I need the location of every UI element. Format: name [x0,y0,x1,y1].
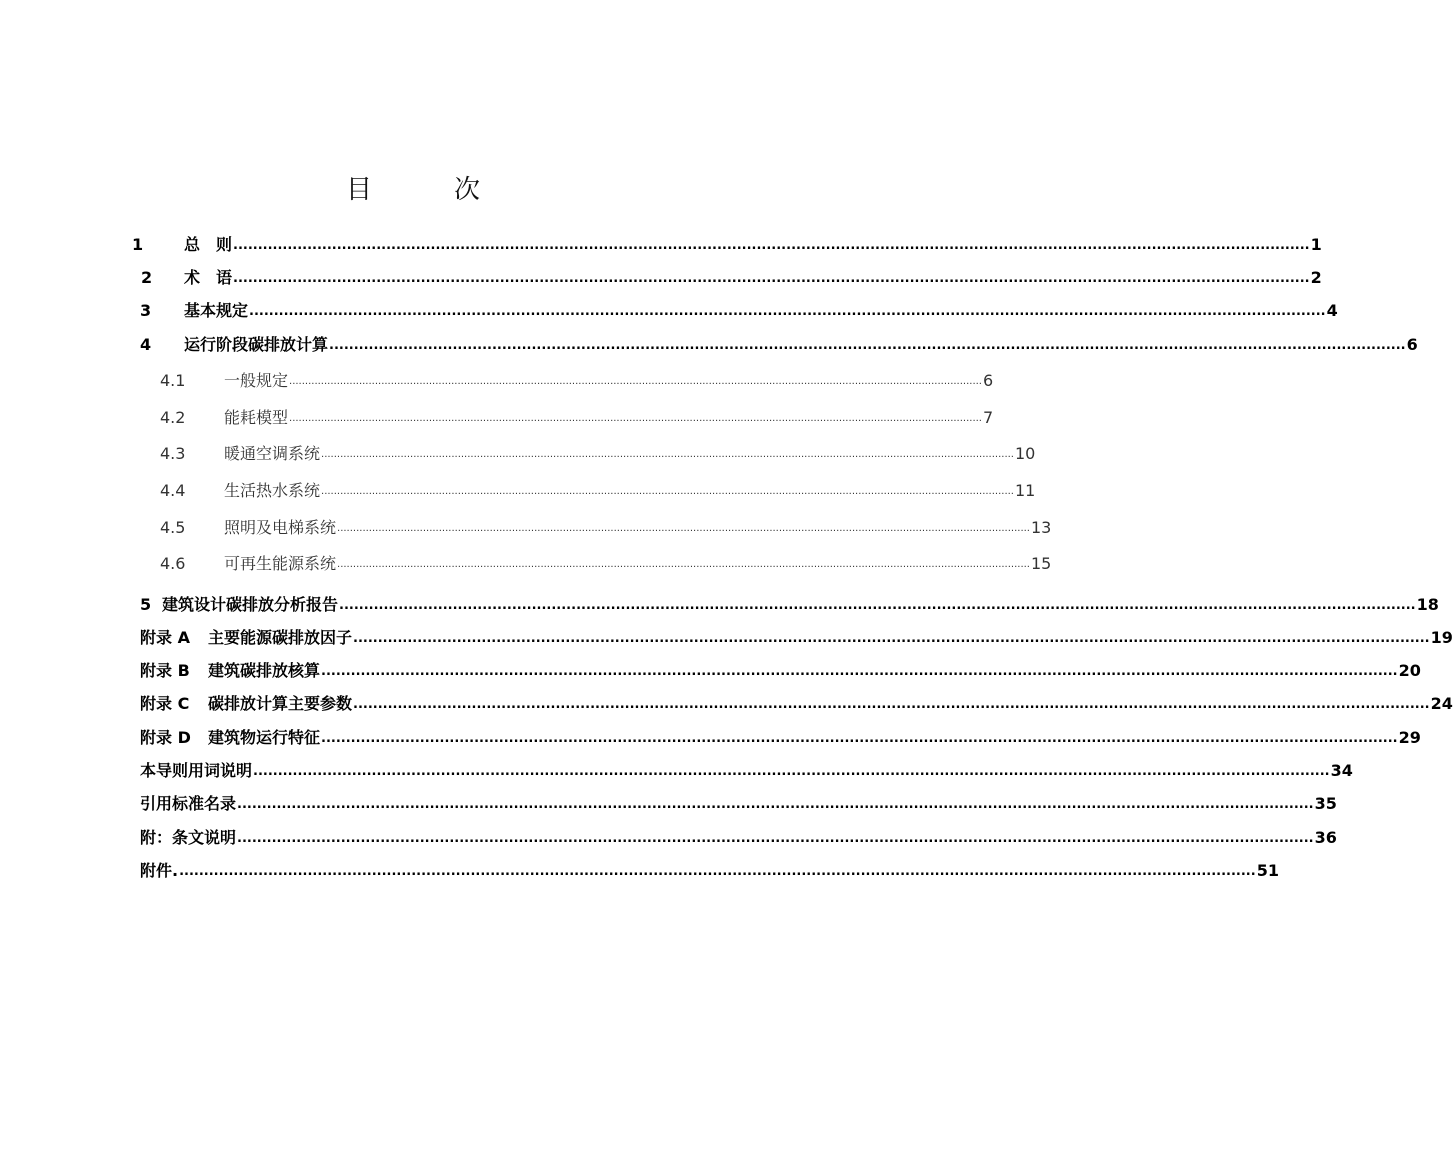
toc-entry-referenced-standards[interactable] [140,789,1337,815]
toc-entry-appendix-c[interactable] [140,689,1453,715]
toc-entry-5[interactable] [140,590,1439,616]
toc-entry-number: 4 [140,335,152,354]
toc-entry-4-3[interactable] [160,439,1036,465]
toc-entry-page: 20 [1398,661,1421,680]
toc-entry-2[interactable] [141,263,1322,289]
toc-entry-appendix-d[interactable] [140,723,1421,749]
toc-entry-page: 36 [1314,828,1337,847]
toc-entry-label: 基本规定 [184,301,249,320]
toc-entry-label: 附：条文说明 [140,828,237,847]
toc-entry-page: 10 [1014,444,1036,463]
dot-leader: .......................................................................................................................................................................................................................... [337,523,1030,534]
toc-entry-4-6[interactable] [160,549,1052,575]
toc-entry-4-5[interactable] [160,513,1052,539]
toc-entry-label: 建筑碳排放核算 [208,661,321,680]
toc-entry-page: 13 [1030,518,1052,537]
dot-leader: .......................................................................................................................................................................................................................... [289,413,982,424]
toc-entry-page: 29 [1398,728,1421,747]
toc-entry-label: 照明及电梯系统 [224,518,337,537]
dot-leader: .......................................................................................................................................................................................................................... [353,631,1430,646]
toc-entry-label: 一般规定 [224,371,289,390]
toc-entry-number: 4.6 [160,554,186,573]
toc-entry-page: 6 [982,371,994,390]
toc-entry-wording-explanation[interactable] [140,756,1353,782]
toc-entry-label: 建筑设计碳排放分析报告 [162,595,339,614]
toc-entry-number: 附录 D [140,728,191,747]
dot-leader: .......................................................................................................................................................................................................................... [321,449,1014,460]
dot-leader: .......................................................................................................................................................................................................................... [337,559,1030,570]
toc-entry-label: 运行阶段碳排放计算 [184,335,329,354]
toc-entry-label: 生活热水系统 [224,481,321,500]
toc-entry-4[interactable] [140,330,1418,356]
toc-entry-number: 4.5 [160,518,186,537]
toc-entry-page: 7 [982,408,994,427]
toc-entry-appendix-a[interactable] [140,623,1453,649]
dot-leader: .......................................................................................................................................................................................................................... [253,764,1330,779]
toc-entry-number: 附录 A [140,628,190,647]
toc-entry-label: 附件. [140,861,179,880]
toc-entry-4-4[interactable] [160,476,1036,502]
toc-entry-page: 19 [1430,628,1453,647]
toc-entry-number: 4.4 [160,481,186,500]
toc-entry-page: 24 [1430,694,1453,713]
dot-leader: .......................................................................................................................................................................................................................... [339,598,1416,613]
toc-entry-article-explanation[interactable] [140,823,1337,849]
toc-entry-attachments[interactable] [140,856,1279,882]
toc-entry-page: 2 [1310,268,1322,287]
toc-entry-number: 4.1 [160,371,186,390]
toc-entry-page: 6 [1406,335,1418,354]
toc-entry-number: 5 [140,595,152,614]
toc-entry-4-2[interactable] [160,403,994,429]
toc-entry-number: 附录 B [140,661,190,680]
toc-entry-number: 附录 C [140,694,190,713]
dot-leader: .......................................................................................................................................................................................................................... [237,831,1314,846]
dot-leader: .......................................................................................................................................................................................................................... [237,797,1314,812]
toc-title: 目 次 [345,175,508,205]
toc-entry-number: 4.2 [160,408,186,427]
dot-leader: .......................................................................................................................................................................................................................... [233,238,1310,253]
dot-leader: .......................................................................................................................................................................................................................... [353,697,1430,712]
toc-entry-page: 11 [1014,481,1036,500]
toc-entry-label: 可再生能源系统 [224,554,337,573]
dot-leader: .......................................................................................................................................................................................................................... [249,304,1326,319]
dot-leader: .......................................................................................................................................................................................................................... [233,271,1310,286]
toc-entry-label: 主要能源碳排放因子 [208,628,353,647]
toc-entry-label: 引用标准名录 [140,794,237,813]
toc-entry-page: 35 [1314,794,1337,813]
toc-entry-label: 术 语 [184,268,233,287]
toc-entry-label: 建筑物运行特征 [208,728,321,747]
dot-leader: .......................................................................................................................................................................................................................... [321,731,1398,746]
toc-entry-label: 能耗模型 [224,408,289,427]
dot-leader: .......................................................................................................................................................................................................................... [329,338,1406,353]
toc-entry-label: 本导则用词说明 [140,761,253,780]
toc-entry-4-1[interactable] [160,366,994,392]
toc-entry-page: 51 [1256,861,1279,880]
toc-entry-page: 1 [1310,235,1322,254]
dot-leader: .......................................................................................................................................................................................................................... [321,486,1014,497]
toc-entry-number: 1 [132,235,144,254]
toc-entry-label: 碳排放计算主要参数 [208,694,353,713]
dot-leader: .......................................................................................................................................................................................................................... [289,376,982,387]
toc-entry-page: 4 [1326,301,1338,320]
toc-entry-number: 4.3 [160,444,186,463]
toc-entry-page: 15 [1030,554,1052,573]
toc-entry-label: 总 则 [184,235,233,254]
toc-entry-number: 3 [140,301,152,320]
toc-entry-page: 34 [1330,761,1353,780]
toc-entry-page: 18 [1416,595,1439,614]
toc-entry-appendix-b[interactable] [140,656,1421,682]
toc-entry-number: 2 [141,268,153,287]
dot-leader: .......................................................................................................................................................................................................................... [321,664,1398,679]
dot-leader: .......................................................................................................................................................................................................................... [179,864,1256,879]
toc-entry-1[interactable] [132,230,1322,256]
toc-entry-3[interactable] [140,296,1338,322]
toc-entry-label: 暖通空调系统 [224,444,321,463]
